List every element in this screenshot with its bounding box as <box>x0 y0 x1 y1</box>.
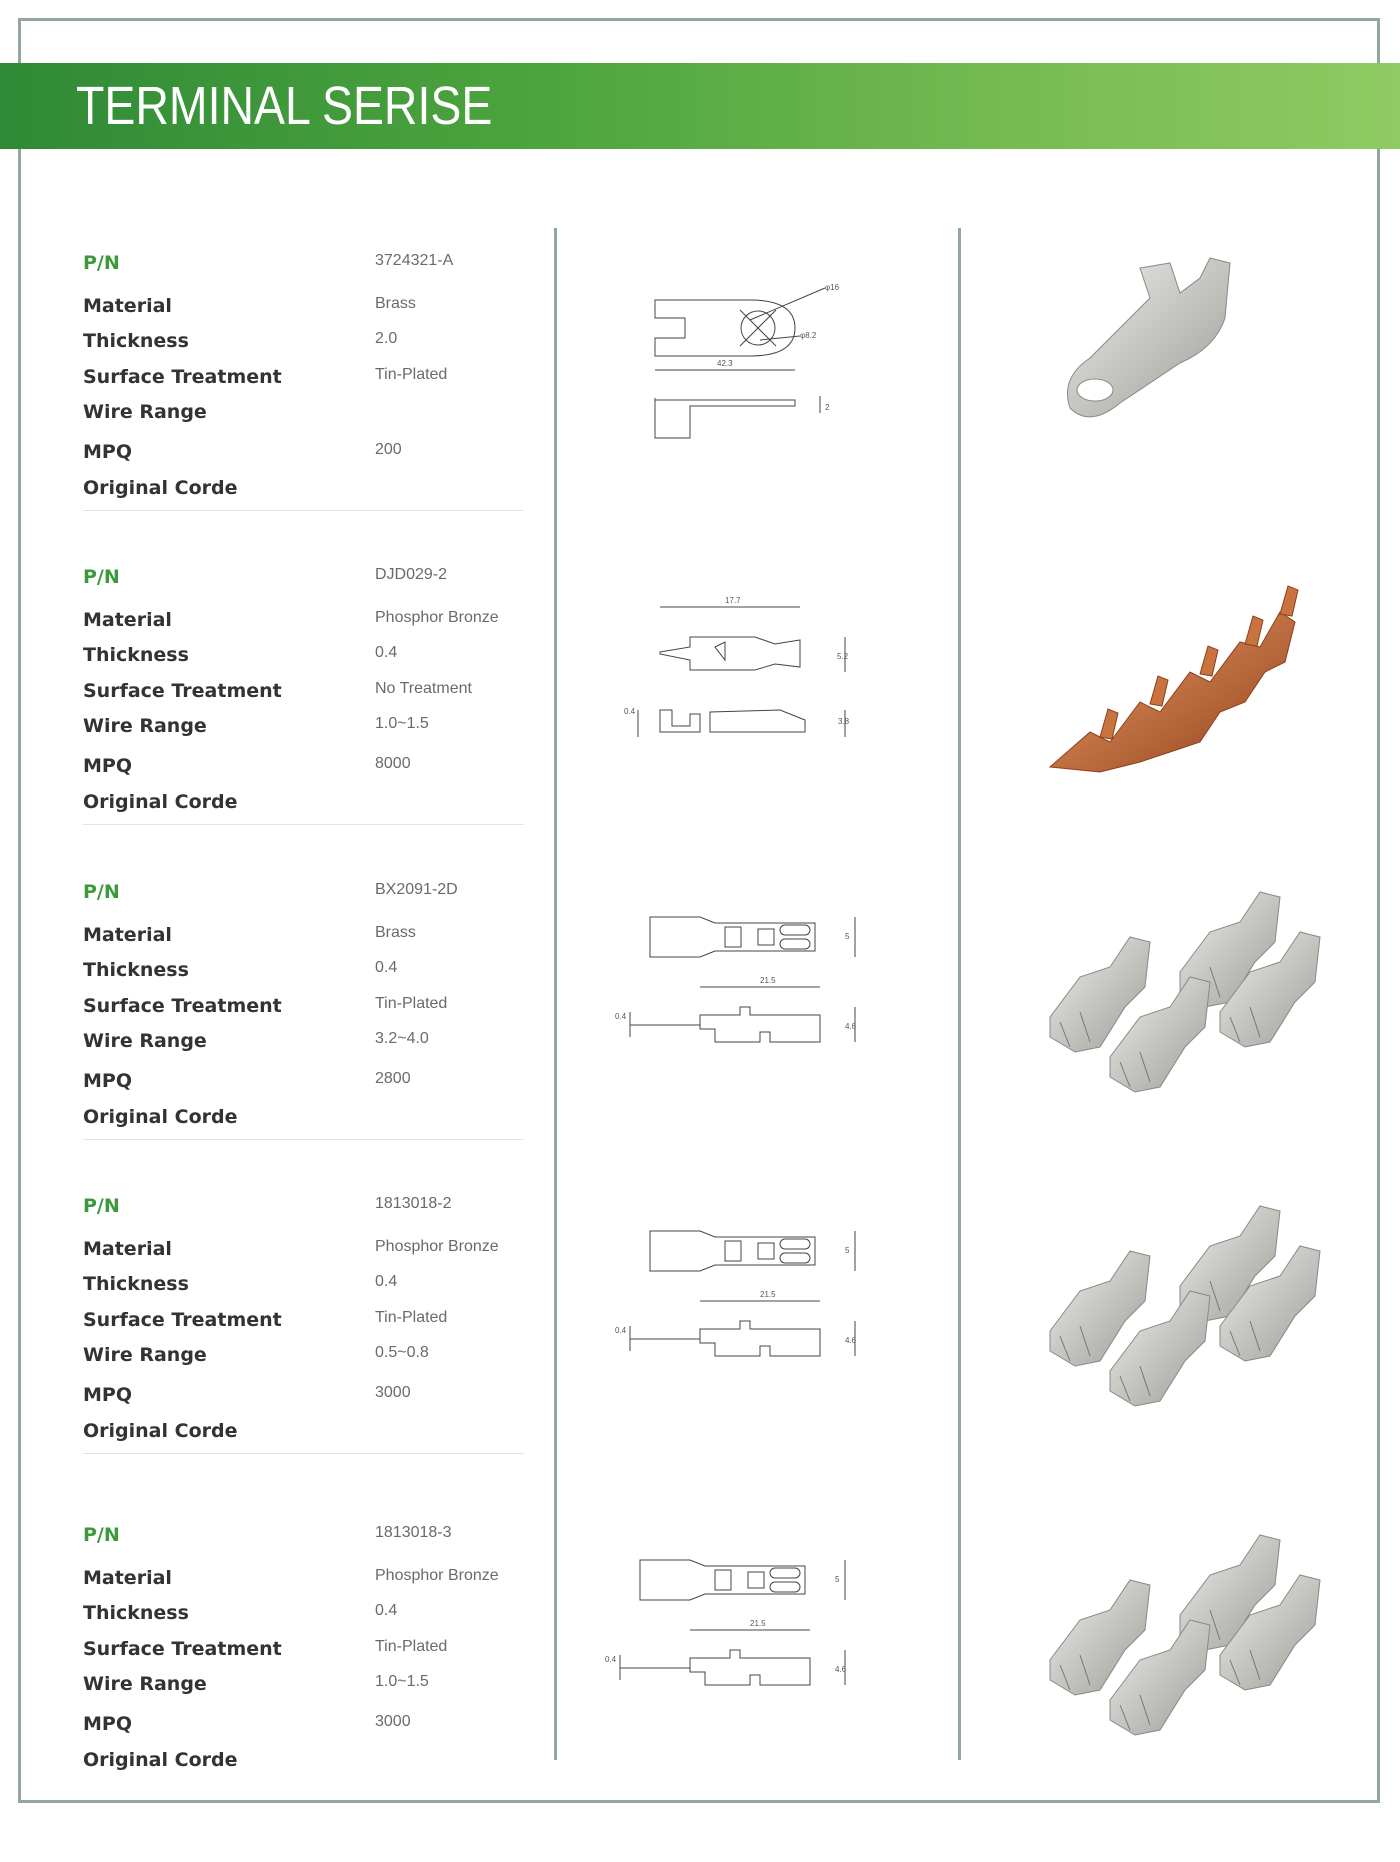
spec-value-surface: Tin-Plated <box>375 995 448 1012</box>
spec-value-mpq: 8000 <box>375 755 411 772</box>
spec-label-thickness: Thickness <box>83 330 189 352</box>
dimension-label: φ16 <box>825 283 840 292</box>
dimension-label: 3.8 <box>838 717 850 726</box>
dimension-label: 0.4 <box>605 1655 617 1664</box>
spec-label-original: Original Corde <box>83 791 238 813</box>
spec-value-material: Brass <box>375 924 416 941</box>
spec-label-original: Original Corde <box>83 477 238 499</box>
photo-cell <box>1030 1181 1330 1421</box>
drawing-cell <box>600 907 920 1107</box>
page-title: TERMINAL SERISE <box>76 76 493 136</box>
drawing-cell <box>600 278 920 478</box>
dimension-label: 0.4 <box>615 1012 627 1021</box>
spec-label-mpq: MPQ <box>83 1070 132 1092</box>
spec-label-mpq: MPQ <box>83 755 132 777</box>
dimension-label: 5.2 <box>837 652 849 661</box>
drawing-cell <box>600 1221 920 1421</box>
spec-label-pn: P/N <box>83 252 120 274</box>
row-separator <box>83 824 524 825</box>
dimension-label: 0.4 <box>615 1326 627 1335</box>
product-row <box>0 542 1400 856</box>
row-separator <box>83 1453 524 1454</box>
spec-label-mpq: MPQ <box>83 1713 132 1735</box>
terminal-photo <box>1030 867 1330 1107</box>
technical-drawing <box>600 1221 920 1421</box>
spec-table <box>83 542 524 856</box>
ring-terminal-photo <box>1030 238 1330 478</box>
spec-label-wire: Wire Range <box>83 1030 207 1052</box>
spec-value-material: Phosphor Bronze <box>375 609 499 626</box>
spec-value-material: Phosphor Bronze <box>375 1238 499 1255</box>
spec-value-pn: 1813018-3 <box>375 1524 452 1541</box>
technical-drawing <box>600 907 920 1107</box>
spec-label-pn: P/N <box>83 1524 120 1546</box>
header-banner <box>0 63 1400 149</box>
spec-value-surface: Tin-Plated <box>375 1638 448 1655</box>
spec-label-thickness: Thickness <box>83 959 189 981</box>
spec-value-wire: 1.0~1.5 <box>375 1673 429 1690</box>
spec-label-material: Material <box>83 295 172 317</box>
product-row <box>0 1171 1400 1485</box>
dimension-label: 5 <box>845 1246 850 1255</box>
spec-label-pn: P/N <box>83 881 120 903</box>
spec-label-material: Material <box>83 1567 172 1589</box>
spec-label-pn: P/N <box>83 566 120 588</box>
spec-label-mpq: MPQ <box>83 441 132 463</box>
spec-label-surface: Surface Treatment <box>83 366 282 388</box>
terminal-photo <box>1030 1181 1330 1421</box>
spec-label-pn: P/N <box>83 1195 120 1217</box>
spec-table <box>83 857 524 1171</box>
photo-cell <box>1030 867 1330 1107</box>
spec-value-wire: 3.2~4.0 <box>375 1030 429 1047</box>
spec-value-pn: DJD029-2 <box>375 566 448 583</box>
row-separator <box>83 1139 524 1140</box>
spec-label-original: Original Corde <box>83 1106 238 1128</box>
spec-value-wire: 0.5~0.8 <box>375 1344 429 1361</box>
spec-value-thickness: 0.4 <box>375 959 398 976</box>
dimension-label: 4.6 <box>845 1022 857 1031</box>
spec-value-material: Phosphor Bronze <box>375 1567 499 1584</box>
spec-label-original: Original Corde <box>83 1420 238 1442</box>
product-row <box>0 228 1400 542</box>
dimension-label: 0.4 <box>624 707 636 716</box>
dimension-label: 42.3 <box>717 359 733 368</box>
technical-drawing <box>600 1550 920 1750</box>
spec-value-pn: BX2091-2D <box>375 881 458 898</box>
spec-value-surface: No Treatment <box>375 680 472 697</box>
spec-label-thickness: Thickness <box>83 644 189 666</box>
spec-value-surface: Tin-Plated <box>375 1309 448 1326</box>
spec-label-original: Original Corde <box>83 1749 238 1771</box>
dimension-label: 5 <box>845 932 850 941</box>
spec-value-thickness: 0.4 <box>375 1602 398 1619</box>
dimension-label: 21.5 <box>760 1290 776 1299</box>
dimension-label: 2 <box>825 403 830 412</box>
spec-label-wire: Wire Range <box>83 1344 207 1366</box>
spec-value-mpq: 200 <box>375 441 402 458</box>
spec-value-mpq: 3000 <box>375 1384 411 1401</box>
spec-label-surface: Surface Treatment <box>83 680 282 702</box>
spec-label-surface: Surface Treatment <box>83 1309 282 1331</box>
spec-label-mpq: MPQ <box>83 1384 132 1406</box>
spec-label-material: Material <box>83 1238 172 1260</box>
dimension-label: 5 <box>835 1575 840 1584</box>
spec-label-wire: Wire Range <box>83 401 207 423</box>
photo-cell <box>1030 238 1330 478</box>
spec-table <box>83 1171 524 1485</box>
spec-value-pn: 1813018-2 <box>375 1195 452 1212</box>
terminal-photo <box>1030 1510 1330 1750</box>
drawing-cell <box>600 1550 920 1750</box>
product-row <box>0 1500 1400 1814</box>
dimension-label: 4.6 <box>835 1665 847 1674</box>
technical-drawing <box>600 278 920 478</box>
dimension-label: φ8.2 <box>800 331 817 340</box>
spec-label-wire: Wire Range <box>83 715 207 737</box>
spec-label-surface: Surface Treatment <box>83 1638 282 1660</box>
spec-value-mpq: 3000 <box>375 1713 411 1730</box>
spec-label-surface: Surface Treatment <box>83 995 282 1017</box>
spec-label-material: Material <box>83 609 172 631</box>
dimension-label: 21.5 <box>760 976 776 985</box>
spec-value-material: Brass <box>375 295 416 312</box>
spec-table <box>83 1500 524 1814</box>
photo-cell <box>1030 552 1330 792</box>
spec-label-thickness: Thickness <box>83 1273 189 1295</box>
technical-drawing <box>600 592 920 792</box>
spec-label-wire: Wire Range <box>83 1673 207 1695</box>
spec-value-mpq: 2800 <box>375 1070 411 1087</box>
dimension-label: 21.5 <box>750 1619 766 1628</box>
row-separator <box>83 510 524 511</box>
dimension-label: 17.7 <box>725 596 741 605</box>
dimension-label: 4.6 <box>845 1336 857 1345</box>
photo-cell <box>1030 1510 1330 1750</box>
spec-label-thickness: Thickness <box>83 1602 189 1624</box>
spec-value-wire: 1.0~1.5 <box>375 715 429 732</box>
spec-value-thickness: 2.0 <box>375 330 398 347</box>
drawing-cell <box>600 592 920 792</box>
terminal-photo <box>1030 552 1330 792</box>
spec-label-material: Material <box>83 924 172 946</box>
spec-value-thickness: 0.4 <box>375 1273 398 1290</box>
spec-value-surface: Tin-Plated <box>375 366 448 383</box>
spec-value-thickness: 0.4 <box>375 644 398 661</box>
spec-table <box>83 228 524 542</box>
product-row <box>0 857 1400 1171</box>
spec-value-pn: 3724321-A <box>375 252 454 269</box>
